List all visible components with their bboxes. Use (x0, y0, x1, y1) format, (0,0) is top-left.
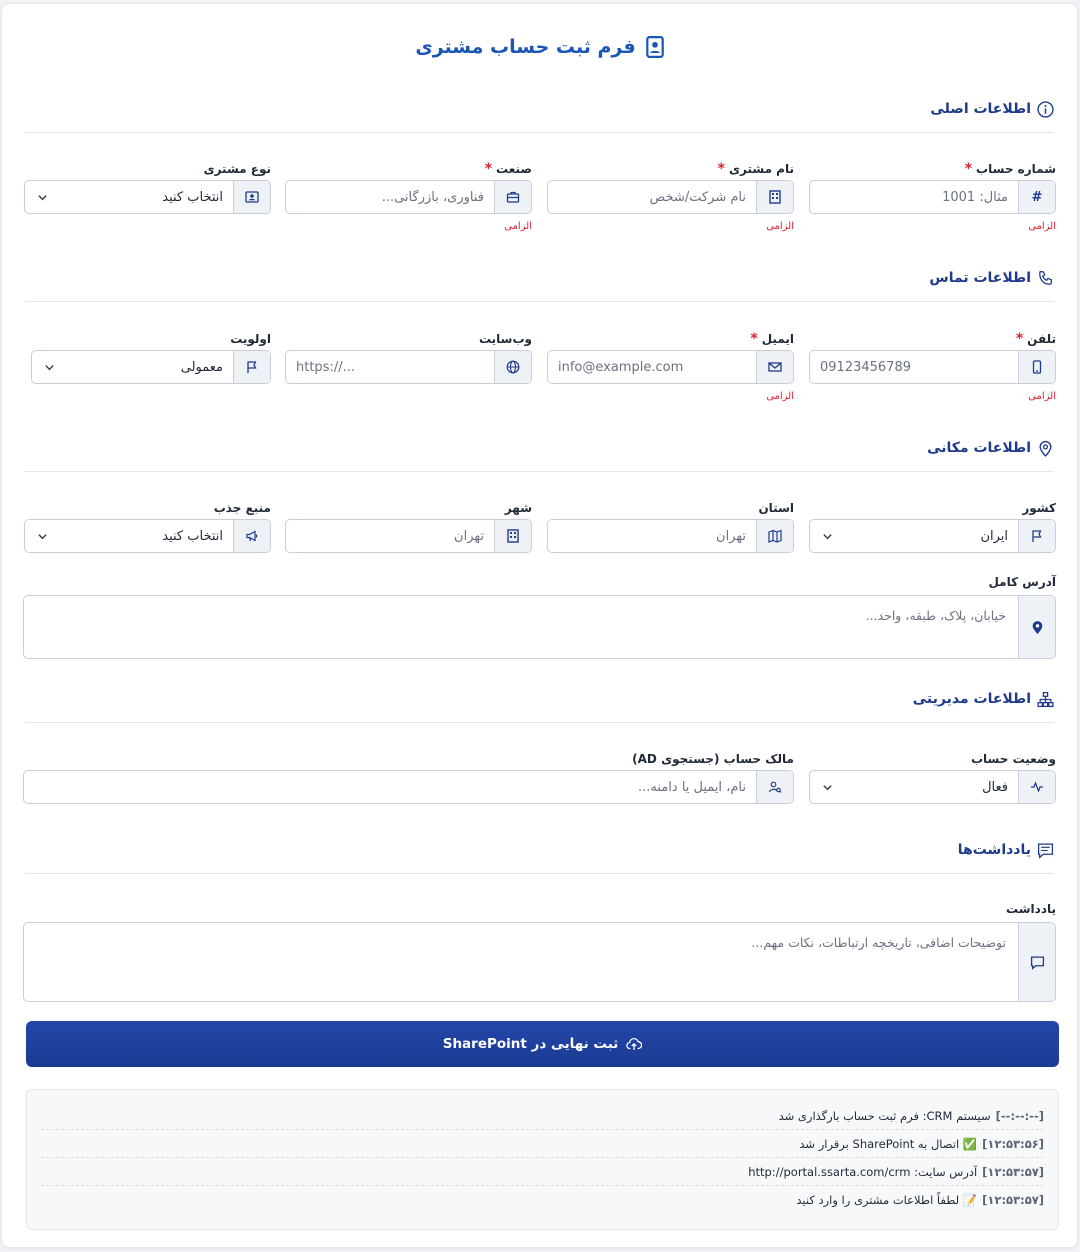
comment-icon (1018, 923, 1055, 1001)
submit-label: ثبت نهایی در SharePoint (442, 1036, 619, 1052)
field-label: نام مشتری (729, 162, 794, 176)
industry-input[interactable] (286, 181, 494, 213)
account-number-input[interactable] (810, 181, 1018, 213)
note-field (23, 900, 1056, 918)
required-star: * (964, 161, 973, 177)
website-field (285, 330, 532, 348)
log-time: [۱۲:۵۳:۵۷] (982, 1193, 1044, 1207)
mobile-icon (1018, 351, 1055, 383)
city-field (285, 499, 532, 517)
location-pin-icon (1018, 596, 1055, 658)
section-contact-info (25, 270, 1054, 302)
select-value: ایران (980, 528, 1008, 544)
briefcase-icon (494, 181, 531, 213)
chevron-down-icon (25, 520, 59, 552)
flag-icon (1018, 520, 1055, 552)
section-main-info (25, 101, 1054, 133)
required-star: * (484, 161, 493, 177)
log-line (41, 1102, 1044, 1130)
customer-type-select[interactable] (24, 180, 271, 214)
log-time: [--:--:--] (995, 1108, 1044, 1123)
address-textarea[interactable] (23, 595, 1056, 659)
phone-icon (1037, 270, 1054, 287)
account-status-field (809, 750, 1056, 795)
contact-card-icon (646, 36, 664, 58)
field-label: ایمیل (761, 332, 794, 346)
log-line (41, 1158, 1044, 1186)
customer-type-field (24, 160, 271, 205)
section-title: اطلاعات اصلی (930, 101, 1031, 117)
section-location-info (25, 440, 1054, 472)
section-title: اطلاعات مکانی (927, 440, 1031, 456)
chevron-down-icon (810, 771, 844, 803)
submit-button[interactable] (26, 1021, 1059, 1067)
field-label: منبع جذب (213, 501, 271, 515)
province-field (547, 499, 794, 517)
email-input[interactable] (548, 351, 756, 383)
log-text: آدرس سایت: http://portal.ssarta.com/crm (748, 1164, 978, 1179)
required-hint: الزامی (1028, 391, 1056, 402)
field-label: کشور (1022, 501, 1056, 515)
field-label: استان (758, 501, 794, 515)
priority-select[interactable] (31, 350, 271, 384)
account-status-select[interactable] (809, 770, 1056, 804)
log-time: [۱۲:۵۳:۵۷] (982, 1164, 1044, 1179)
required-hint: الزامی (1028, 221, 1056, 232)
priority-field (31, 330, 271, 375)
field-label: آدرس کامل (988, 575, 1056, 589)
field-label: مالک حساب (جستجوی AD) (632, 752, 794, 766)
building-icon (756, 181, 793, 213)
required-star: * (717, 161, 725, 177)
required-star: * (1015, 331, 1024, 347)
form-title (2, 32, 1077, 62)
cloud-upload-icon (626, 1036, 642, 1052)
email-field (547, 330, 794, 402)
select-value: انتخاب کنید (162, 528, 223, 544)
field-label: شماره حساب (976, 162, 1056, 176)
form-card (1, 3, 1078, 1248)
section-title: اطلاعات تماس (929, 270, 1031, 286)
hash-icon: # (1018, 181, 1055, 213)
select-value: معمولی (180, 359, 223, 375)
field-label: اولویت (230, 332, 271, 346)
envelope-icon (756, 351, 793, 383)
customer-name-field (547, 160, 794, 232)
section-title: اطلاعات مدیریتی (912, 691, 1031, 707)
field-label: تلفن (1027, 332, 1056, 346)
field-label: صنعت (496, 162, 532, 176)
megaphone-icon (233, 520, 270, 552)
section-admin-info (25, 691, 1054, 723)
section-title: یادداشت‌ها (957, 842, 1031, 858)
phone-field (809, 330, 1056, 402)
flag-icon (233, 351, 270, 383)
field-label: وب‌سایت (478, 332, 532, 346)
lead-source-select[interactable] (24, 519, 271, 553)
page-title: فرم ثبت حساب مشتری (415, 36, 636, 58)
chevron-down-icon (32, 351, 66, 383)
phone-input[interactable] (810, 351, 1018, 383)
lead-source-field (24, 499, 271, 544)
activity-icon (1018, 771, 1055, 803)
province-input[interactable] (548, 520, 756, 552)
website-input[interactable] (286, 351, 494, 383)
log-text: ✅ اتصال به SharePoint برقرار شد (799, 1136, 978, 1151)
required-hint: الزامی (766, 391, 794, 402)
industry-field (285, 160, 532, 232)
field-label: شهر (504, 501, 532, 515)
map-pin-icon (1037, 440, 1054, 457)
info-icon (1037, 101, 1054, 118)
required-hint: الزامی (766, 221, 794, 232)
country-field (809, 499, 1056, 544)
chevron-down-icon (25, 181, 59, 213)
field-label: نوع مشتری (203, 162, 271, 176)
select-value: فعال (982, 779, 1008, 795)
required-star: * (750, 331, 758, 347)
textarea-placeholder: توضیحات اضافی، تاریخچه ارتباطات، نکات مهم... (751, 935, 1006, 950)
account-owner-field (23, 750, 794, 768)
building-icon (494, 520, 531, 552)
user-search-icon (756, 771, 793, 803)
log-line (41, 1130, 1044, 1158)
activity-log (26, 1089, 1059, 1230)
section-notes (25, 842, 1054, 874)
log-time: [۱۲:۵۳:۵۶] (982, 1136, 1044, 1151)
field-label: یادداشت (1006, 902, 1056, 916)
chevron-down-icon (810, 520, 844, 552)
country-select[interactable] (809, 519, 1056, 553)
customer-name-input[interactable] (548, 181, 756, 213)
note-icon (1037, 842, 1054, 859)
log-text: سیستم CRM: فرم ثبت حساب بارگذاری شد (778, 1108, 991, 1123)
person-card-icon (233, 181, 270, 213)
field-label: وضعیت حساب (970, 752, 1056, 766)
note-textarea[interactable] (23, 922, 1056, 1002)
globe-icon (494, 351, 531, 383)
required-hint: الزامی (504, 221, 532, 232)
log-line (41, 1186, 1044, 1214)
log-text: 📝 لطفاً اطلاعات مشتری را وارد کنید (796, 1193, 978, 1207)
address-field (23, 573, 1056, 591)
account-number-field (809, 160, 1056, 232)
org-chart-icon (1037, 691, 1054, 708)
city-input[interactable] (286, 520, 494, 552)
select-value: انتخاب کنید (162, 189, 223, 205)
account-owner-input[interactable] (24, 771, 756, 803)
textarea-placeholder: خیابان، پلاک، طبقه، واحد... (865, 608, 1006, 623)
map-icon (756, 520, 793, 552)
